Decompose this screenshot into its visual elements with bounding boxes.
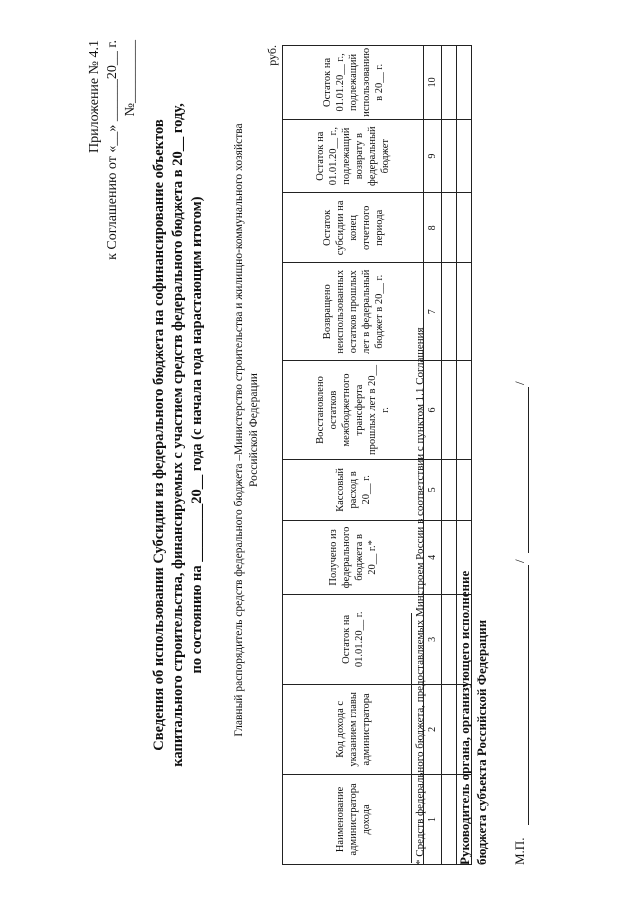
signature-line (528, 565, 529, 825)
table-cell (457, 46, 472, 120)
recipient-line-1: Главный распорядитель средств федерального бюджета –Министерство строительства и жилищно-коммунального хозяйства (233, 123, 245, 737)
signatory-title (456, 385, 490, 865)
table-header-row (283, 46, 424, 865)
agreement-reference: к Соглашению от «__» ______20__ г. №_________ (105, 40, 138, 260)
column-number: 6 (424, 361, 442, 459)
budget-recipient (232, 65, 262, 795)
document-title (150, 75, 207, 795)
footnote-divider (411, 613, 412, 863)
seal-place-label: М.П. (512, 837, 527, 865)
header-cell: Остаток на 01.01.20__ г. (283, 594, 424, 684)
table-cell (457, 193, 472, 263)
column-number: 5 (424, 459, 442, 520)
recipient-line-2: Российской Федерации (248, 373, 260, 487)
column-number: 3 (424, 594, 442, 684)
signature-separator: / (512, 381, 527, 385)
currency-unit: руб. (265, 45, 279, 66)
header-cell: Наименование администратора дохода (283, 774, 424, 864)
header-cell: Возвращено неиспользованных остатков прошлых лет в федеральный бюджет в 20__ г. (283, 263, 424, 361)
header-cell: Восстановлено остатков межбюджетного трансферта прошлых лет в 20__ г. (283, 361, 424, 459)
header-cell: Остаток субсидии на конец отчетного периода (283, 193, 424, 263)
signatory-line-1: Руководитель органа, организующего исполнение (457, 570, 472, 865)
column-number: 9 (424, 119, 442, 193)
column-number: 2 (424, 684, 442, 774)
table-row (442, 46, 457, 865)
table-cell (442, 46, 457, 120)
column-number: 8 (424, 193, 442, 263)
table-cell (442, 594, 457, 684)
header-cell: Остаток на 01.01.20__ г., подлежащий использованию в 20__ г. (283, 46, 424, 120)
appendix-label: Приложение № 4.1 (87, 40, 102, 153)
name-line (528, 387, 529, 553)
title-line-3: по состоянию на ________20__ года (с начала года нарастающим итогом) (189, 196, 205, 674)
header-cell: Получено из федерального бюджета в 20__ г.* (283, 521, 424, 595)
table-cell (442, 263, 457, 361)
table-cell (457, 263, 472, 361)
table-cell (442, 119, 457, 193)
table-cell (457, 119, 472, 193)
column-number: 10 (424, 46, 442, 120)
signature-separator: / (512, 559, 527, 563)
column-number: 4 (424, 521, 442, 595)
table-cell (442, 361, 457, 459)
column-number: 1 (424, 774, 442, 864)
header-cell: Кассовый расход в 20__ г. (283, 459, 424, 520)
subsidy-report-table (282, 45, 472, 865)
header-cell: Остаток на 01.01.20__ г., подлежащий возврату в федеральный бюджет (283, 119, 424, 193)
table-cell (442, 521, 457, 595)
table-cell (442, 193, 457, 263)
column-number: 7 (424, 263, 442, 361)
signatory-line-2: бюджета субъекта Российской Федерации (474, 619, 489, 865)
title-line-2: капитального строительства, финансируемых с участием средств федерального бюджета в 20__ году, (170, 103, 186, 767)
header-cell: Код дохода с указанием главы администратора (283, 684, 424, 774)
table-cell (442, 774, 457, 864)
title-line-1: Сведения об использовании Субсидии из федерального бюджета на софинансирование объектов (151, 119, 167, 751)
table-cell (442, 459, 457, 520)
table-cell (442, 684, 457, 774)
footnote: * Средств федерального бюджета, предоставляемых Минстроем России в соответствии с пунктом 1.1 Соглашения (414, 327, 426, 865)
